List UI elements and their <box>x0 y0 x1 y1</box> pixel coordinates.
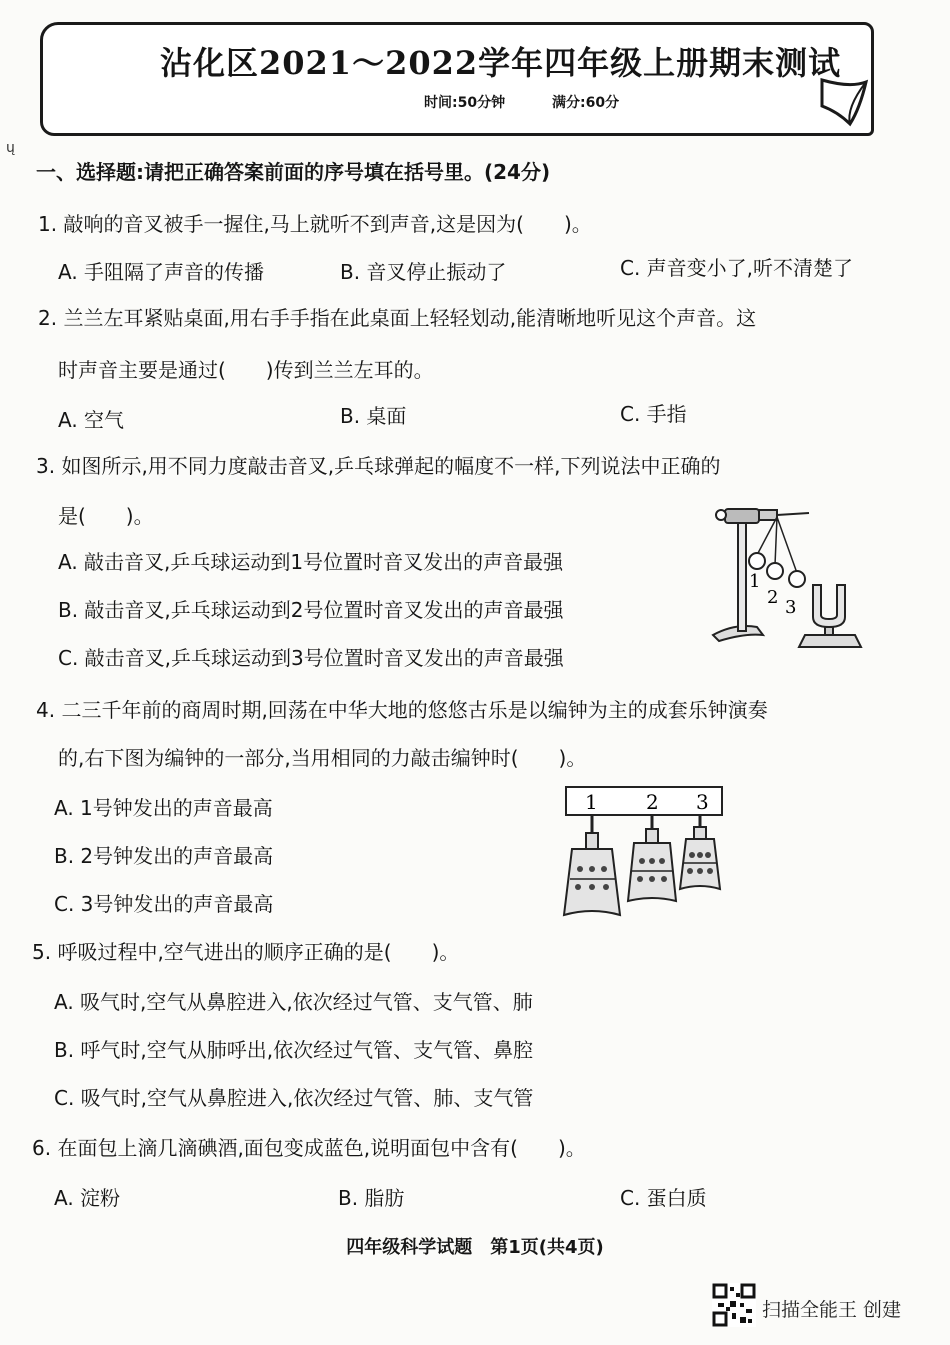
page-curl-decoration <box>820 78 870 128</box>
bell-2 <box>628 829 676 901</box>
figure3-label-1: 1 <box>749 571 761 592</box>
question-6-option-c: C. 蛋白质 <box>620 1186 707 1210</box>
question-6-option-b: B. 脂肪 <box>338 1186 405 1210</box>
question-4-option-a: A. 1号钟发出的声音最高 <box>54 796 273 820</box>
bell-3 <box>680 827 720 889</box>
figure3-label-3: 3 <box>785 597 797 618</box>
question-3-stem-line1: 3. 如图所示,用不同力度敲击音叉,乒乓球弹起的幅度不一样,下列说法中正确的 <box>36 454 721 478</box>
question-3-stem-line2: 是( )。 <box>58 504 154 528</box>
question-1-option-c: C. 声音变小了,听不清楚了 <box>620 256 854 280</box>
question-4-stem-line1: 4. 二三千年前的商周时期,回荡在中华大地的悠悠古乐是以编钟为主的成套乐钟演奏 <box>36 698 768 722</box>
ball-position-2 <box>767 563 783 579</box>
page-footer: 四年级科学试题 第1页(共4页) <box>346 1237 604 1258</box>
question-1-option-b: B. 音叉停止振动了 <box>340 260 507 284</box>
question-1-stem: 1. 敲响的音叉被手一握住,马上就听不到声音,这是因为( )。 <box>38 212 592 236</box>
section-heading: 一、选择题:请把正确答案前面的序号填在括号里。(24分) <box>36 160 551 184</box>
exam-total-score: 满分:60分 <box>552 95 620 111</box>
question-2-stem-line1: 2. 兰兰左耳紧贴桌面,用右手手指在此桌面上轻轻划动,能清晰地听见这个声音。这 <box>38 306 757 330</box>
bell-1 <box>564 833 620 915</box>
question-5-option-b: B. 呼气时,空气从肺呼出,依次经过气管、支气管、鼻腔 <box>54 1038 534 1062</box>
question-3-option-b: B. 敲击音叉,乒乓球运动到2号位置时音叉发出的声音最强 <box>58 598 564 622</box>
exam-time: 时间:50分钟 <box>424 95 506 111</box>
question-4-option-b: B. 2号钟发出的声音最高 <box>54 844 274 868</box>
question-5-option-a: A. 吸气时,空气从鼻腔进入,依次经过气管、支气管、肺 <box>54 990 533 1014</box>
figure4-label-3: 3 <box>696 790 709 814</box>
figure3-label-2: 2 <box>767 587 779 608</box>
qr-code-icon <box>712 1283 756 1327</box>
ball-position-3 <box>789 571 805 587</box>
chime-bells-figure <box>560 785 730 925</box>
figure4-label-2: 2 <box>646 790 659 814</box>
question-6-option-a: A. 淀粉 <box>54 1186 121 1210</box>
question-3-option-a: A. 敲击音叉,乒乓球运动到1号位置时音叉发出的声音最强 <box>58 550 564 574</box>
tuning-fork-figure <box>705 495 875 665</box>
ball-position-1 <box>749 553 765 569</box>
question-4-option-c: C. 3号钟发出的声音最高 <box>54 892 274 916</box>
question-1-option-a: A. 手阻隔了声音的传播 <box>58 260 265 284</box>
figure4-label-1: 1 <box>585 790 598 814</box>
question-5-stem: 5. 呼吸过程中,空气进出的顺序正确的是( )。 <box>32 940 460 964</box>
exam-title: 沾化区2021～2022学年四年级上册期末测试 <box>160 44 842 82</box>
question-2-stem-line2: 时声音主要是通过( )传到兰兰左耳的。 <box>58 358 434 382</box>
question-2-option-c: C. 手指 <box>620 402 687 426</box>
question-6-stem: 6. 在面包上滴几滴碘酒,面包变成蓝色,说明面包中含有( )。 <box>32 1136 586 1160</box>
margin-mark: ų <box>6 140 15 156</box>
question-3-option-c: C. 敲击音叉,乒乓球运动到3号位置时音叉发出的声音最强 <box>58 646 564 670</box>
question-4-stem-line2: 的,右下图为编钟的一部分,当用相同的力敲击编钟时( )。 <box>58 746 587 770</box>
scanner-watermark: 扫描全能王 创建 <box>762 1299 902 1321</box>
question-5-option-c: C. 吸气时,空气从鼻腔进入,依次经过气管、肺、支气管 <box>54 1086 534 1110</box>
question-2-option-a: A. 空气 <box>58 408 125 432</box>
question-2-option-b: B. 桌面 <box>340 404 407 428</box>
